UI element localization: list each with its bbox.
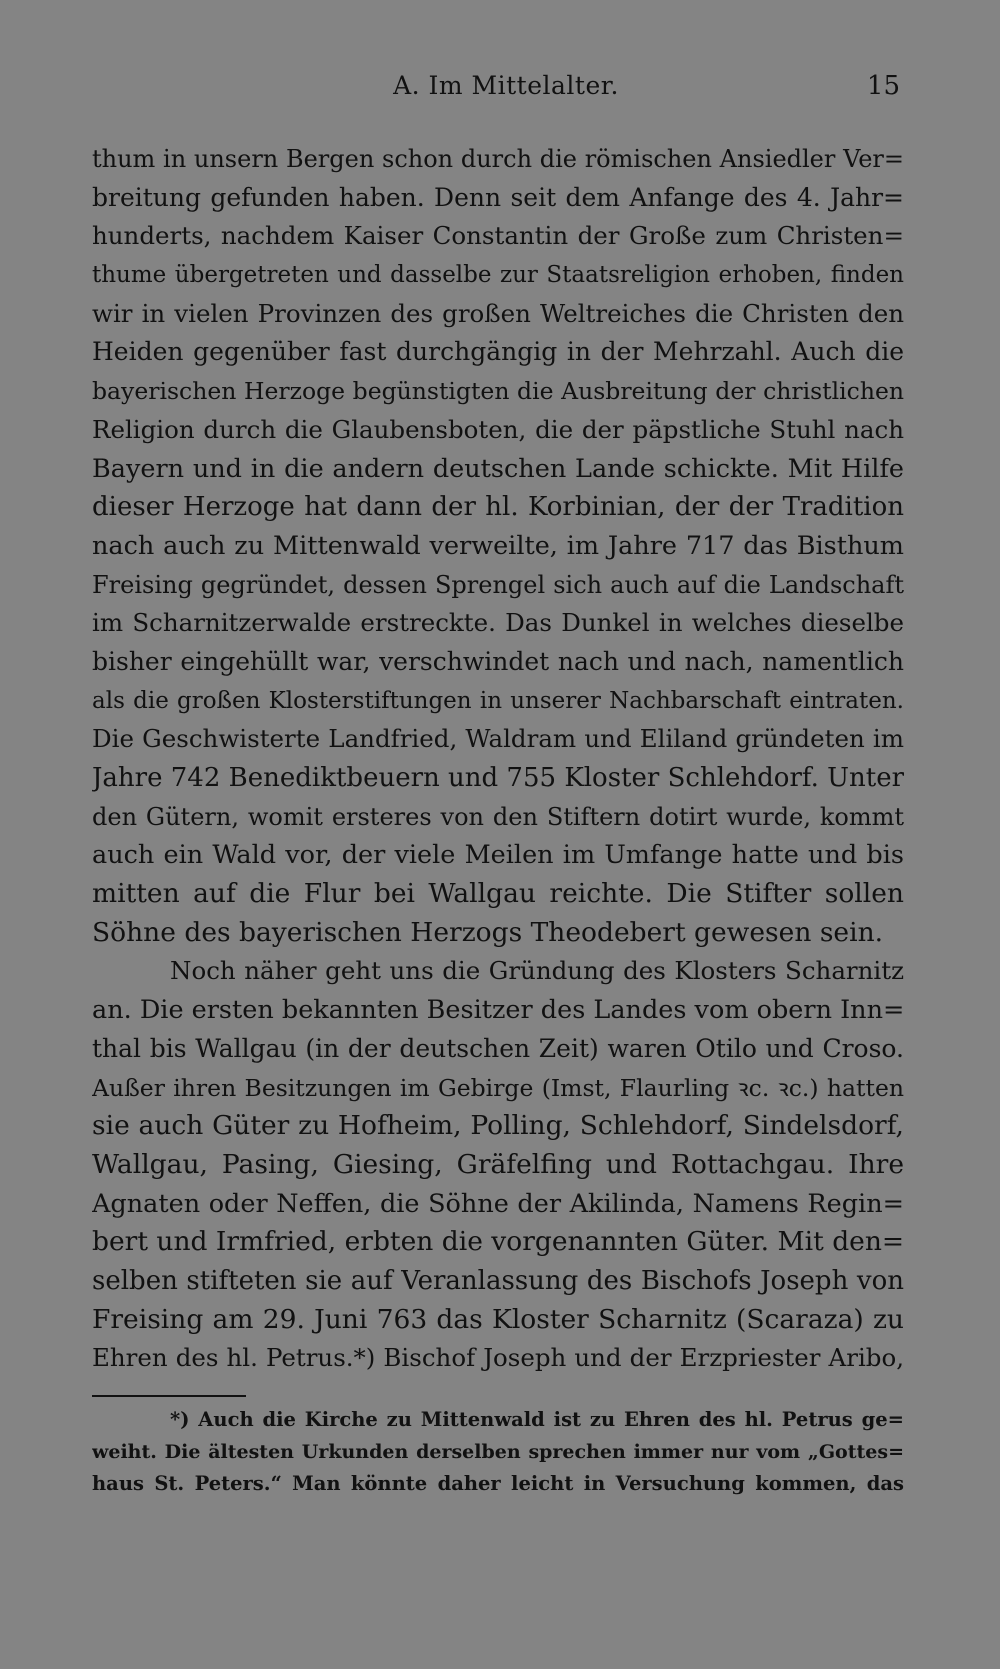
running-title: A. Im Mittelalter. <box>393 71 619 100</box>
text-line: selben stifteten sie auf Veranlassung des Bischofs Joseph von <box>92 1265 904 1296</box>
page-number: 15 <box>866 71 900 101</box>
text-line: im Scharnitzerwalde erstreckte. Das Dunkel in welches dieselbe <box>92 608 904 638</box>
body-text <box>92 140 904 1378</box>
text-line: als die großen Klosterstiftungen in unserer Nachbarschaft eintraten. <box>92 687 904 714</box>
text-line: Religion durch die Glaubensboten, die der päpstliche Stuhl nach <box>92 414 904 444</box>
text-line: Bayern und in die andern deutschen Lande schickte. Mit Hilfe <box>92 453 904 484</box>
paragraph-start-line: Noch näher geht uns die Gründung des Klosters Scharnitz <box>170 956 904 986</box>
text-line: Agnaten oder Neffen, die Söhne der Akilinda, Namens Regin= <box>92 1188 904 1219</box>
footnote-divider <box>92 1395 246 1397</box>
footnote-line: *) Auch die Kirche zu Mittenwald ist zu Ehren des hl. Petrus ge= <box>170 1408 904 1431</box>
text-line: Wallgau, Pasing, Giesing, Gräfelfing und Rottachgau. Ihre <box>92 1148 904 1180</box>
text-line: thume übergetreten und dasselbe zur Staatsreligion erhoben, finden <box>92 262 904 289</box>
text-line: Freising am 29. Juni 763 das Kloster Scharnitz (Scaraza) zu <box>92 1303 904 1335</box>
text-line: bisher eingehüllt war, verschwindet nach und nach, namentlich <box>92 646 904 676</box>
text-line: Freising gegründet, dessen Sprengel sich auch auf die Landschaft <box>92 570 904 599</box>
text-line: dieser Herzoge hat dann der hl. Korbinian, der der Tradition <box>92 492 904 523</box>
footnote <box>92 1404 904 1500</box>
text-line: thal bis Wallgau (in der deutschen Zeit) waren Otilo und Croso. <box>92 1033 904 1063</box>
running-head <box>92 68 900 108</box>
text-line: Jahre 742 Benediktbeuern und 755 Kloster Schlehdorf. Unter <box>92 763 904 793</box>
text-line: nach auch zu Mittenwald verweilte, im Jahre 717 das Bisthum <box>92 530 904 561</box>
text-line: wir in vielen Provinzen des großen Weltreiches die Christen den <box>92 298 904 328</box>
text-line: Die Geschwisterte Landfried, Waldram und Eliland gründeten im <box>92 724 904 754</box>
text-line: Ehren des hl. Petrus.*) Bischof Joseph und der Erzpriester Aribo, <box>92 1343 904 1373</box>
text-line: Heiden gegenüber fast durchgängig in der Mehrzahl. Auch die <box>92 337 904 367</box>
footnote-line: weiht. Die ältesten Urkunden derselben sprechen immer nur vom „Gottes= <box>92 1441 904 1463</box>
text-line: sie auch Güter zu Hofheim, Polling, Schlehdorf, Sindelsdorf, <box>92 1110 904 1142</box>
text-line: an. Die ersten bekannten Besitzer des Landes vom obern Inn= <box>92 995 904 1026</box>
text-line: bayerischen Herzoge begünstigten die Ausbreitung der christlichen <box>92 377 904 406</box>
text-line: auch ein Wald vor, der viele Meilen im Umfange hatte und bis <box>92 840 904 871</box>
text-line: den Gütern, womit ersteres von den Stiftern dotirt wurde, kommt <box>92 802 904 831</box>
text-line: hunderts, nachdem Kaiser Constantin der Große zum Christen= <box>92 221 904 251</box>
text-line: breitung gefunden haben. Denn seit dem Anfange des 4. Jahr= <box>92 182 904 212</box>
paragraph-end-line: Söhne des bayerischen Herzogs Theodebert gewesen sein. <box>92 916 884 948</box>
text-line: mitten auf die Flur bei Wallgau reichte. Die Stifter sollen <box>92 878 904 910</box>
text-line: bert und Irmfried, erbten die vorgenannten Güter. Mit den= <box>92 1226 904 1258</box>
text-line: Außer ihren Besitzungen im Gebirge (Imst, Flaurling ꝛc. ꝛc.) hatten <box>92 1073 904 1102</box>
text-line: thum in unsern Bergen schon durch die römischen Ansiedler Ver= <box>92 145 904 173</box>
footnote-line: haus St. Peters.“ Man könnte daher leicht in Versuchung kommen, das <box>92 1472 904 1495</box>
